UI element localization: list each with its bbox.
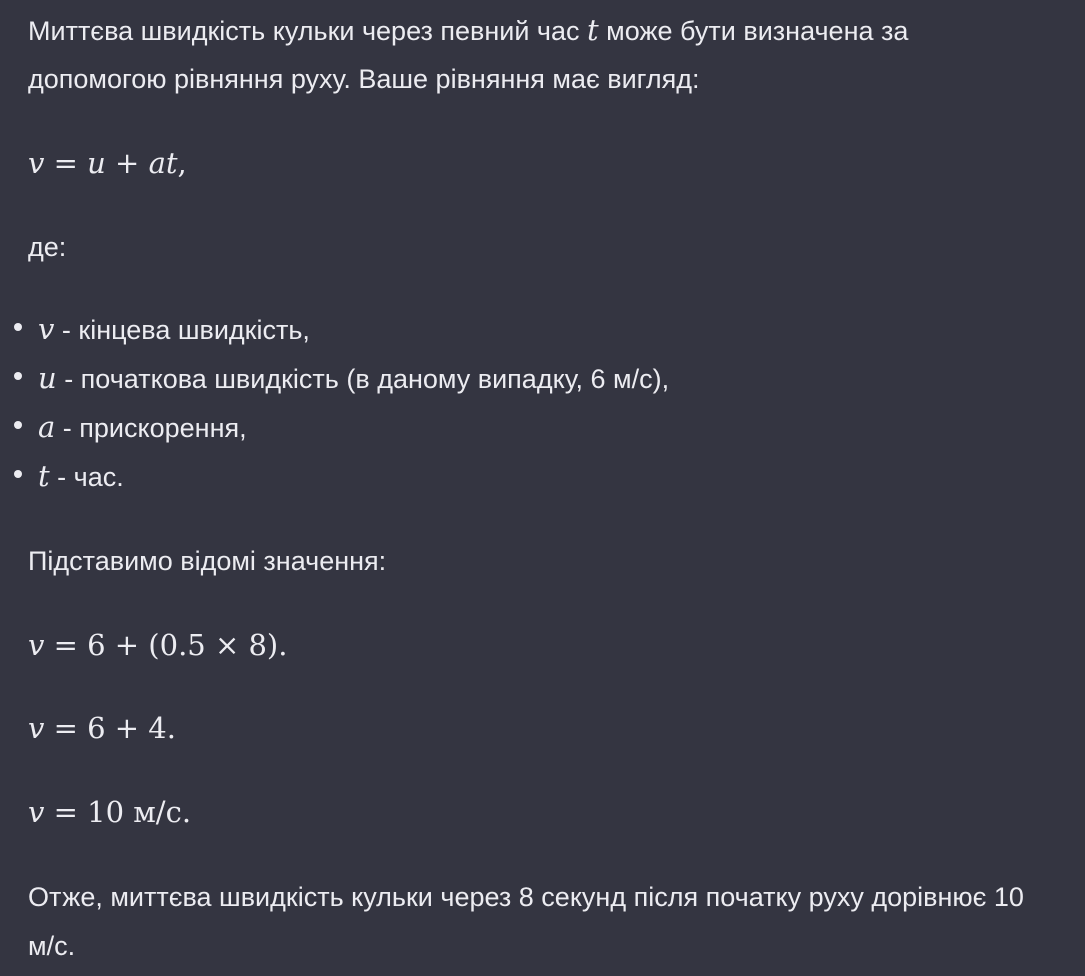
intro-variable-t: t [587, 13, 599, 47]
bullet-icon [14, 421, 22, 429]
step-rhs: = 6 + 4. [44, 711, 176, 745]
intro-line-2: допомогою рівняння руху. Ваше рівняння має вигляд: [28, 64, 700, 94]
substitute-label: Підставимо відомі значення: [28, 546, 387, 576]
definition-text: - прискорення, [55, 413, 247, 443]
equation-lhs: v [28, 146, 45, 180]
step-rhs: = 6 + (0.5 × 8). [44, 628, 288, 662]
step-lhs: v [28, 711, 45, 745]
step-lhs: v [28, 628, 45, 662]
definition-variable: t [38, 459, 50, 493]
step-lhs: v [28, 795, 45, 829]
list-item [0, 403, 800, 452]
bullet-icon [14, 372, 22, 380]
definition-variable: a [38, 410, 56, 444]
list-item [0, 305, 800, 354]
list-item [0, 354, 800, 403]
definition-text: - час. [49, 462, 124, 492]
conclusion-line-1: Отже, миттєва швидкість кульки через 8 секунд після початку руху дорівнює 10 [28, 882, 1024, 912]
equation-u: u [87, 146, 106, 180]
equation-at: at [148, 146, 178, 180]
equation-plus: + [105, 146, 149, 180]
definition-variable: v [38, 312, 55, 346]
step-rhs: = 10 м/с. [44, 795, 192, 829]
conclusion-line-2: м/с. [28, 931, 76, 961]
list-item [0, 452, 800, 501]
equation-equals: = [44, 146, 88, 180]
bullet-icon [14, 323, 22, 331]
step-equation-1 [28, 625, 287, 665]
definition-variable: u [38, 361, 57, 395]
intro-line-1 [28, 6, 908, 55]
step-equation-2 [28, 708, 176, 748]
definition-text: - початкова швидкість (в даному випадку, 6 м/с), [56, 364, 670, 394]
main-equation [28, 143, 187, 183]
definition-text: - кінцева швидкість, [54, 315, 310, 345]
bullet-icon [14, 470, 22, 478]
where-label: де: [28, 232, 67, 262]
intro-text-after: може бути визначена за [598, 16, 909, 46]
intro-text-before: Миттєва швидкість кульки через певний час [28, 16, 588, 46]
equation-comma: , [177, 146, 187, 180]
definitions-list [0, 305, 800, 501]
step-equation-3 [28, 792, 191, 832]
